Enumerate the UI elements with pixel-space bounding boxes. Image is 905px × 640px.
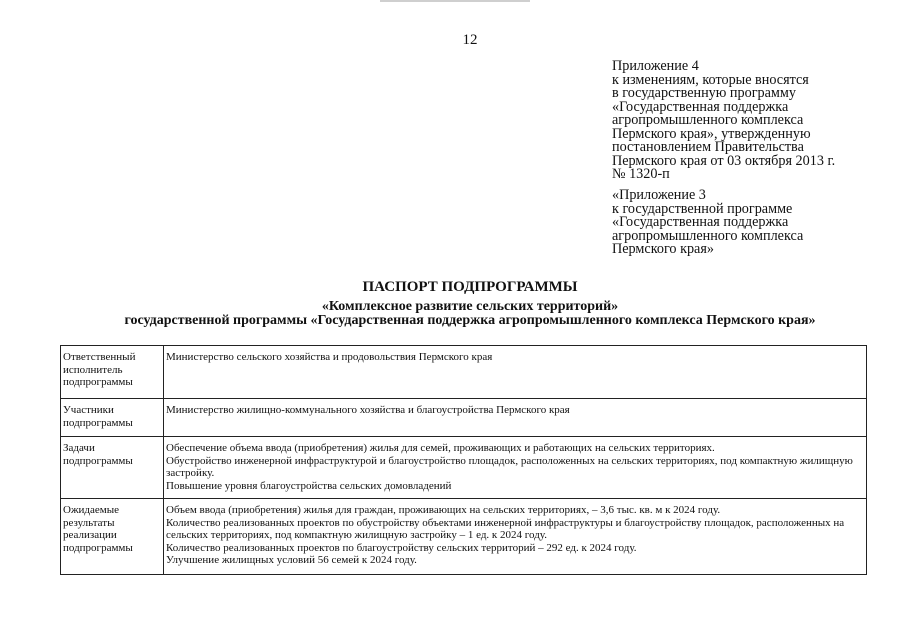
appendix-line: «Приложение 3 xyxy=(612,187,706,203)
appendix-line: Пермского края от 03 октября 2013 г. xyxy=(612,152,836,169)
row-label xyxy=(61,499,164,575)
label-line: подпрограммы xyxy=(63,376,133,388)
appendix-4-note xyxy=(612,60,835,182)
content-line: Министерство сельского хозяйства и продовольствия Пермского края xyxy=(166,351,493,363)
label-line: исполнитель xyxy=(63,363,123,376)
content-line: Повышение уровня благоустройства сельских домовладений xyxy=(166,479,452,492)
label-line: Ожидаемые xyxy=(63,504,120,516)
subprogram-name: «Комплексное развитие сельских территорий» xyxy=(321,299,619,314)
appendix-line: Пермского края», утвержденную xyxy=(612,125,811,142)
appendix-line: агропромышленного комплекса xyxy=(612,112,804,128)
content-line: Обустройство инженерной инфраструктурой и благоустройство площадок, расположенных на сельских территориях, под компактную жилищную застройку. xyxy=(166,454,853,479)
table-row xyxy=(61,346,867,399)
row-content xyxy=(164,437,867,499)
passport-table xyxy=(60,345,867,575)
table-row xyxy=(61,399,867,437)
appendix-line: «Государственная поддержка xyxy=(612,98,789,115)
program-name: государственной программы «Государственная поддержка агропромышленного комплекса Пермского края» xyxy=(124,313,816,328)
row-content xyxy=(164,399,867,437)
content-line: Количество реализованных проектов по обустройству объектами инженерной инфраструктуры и благоустройству площадок, расположенных на сельских территориях, под компактную жилищную застройку – 1 ед. к 2024 году. xyxy=(166,516,845,541)
appendix-line: Приложение 4 xyxy=(612,58,699,74)
label-line: подпрограммы xyxy=(63,454,133,467)
appendix-line: Пермского края» xyxy=(612,241,714,257)
label-line: реализации xyxy=(63,529,117,541)
content-line: Обеспечение объема ввода (приобретения) жилья для семей, проживающих и работающих на сельских территориях. xyxy=(166,442,715,454)
appendix-line: к изменениям, которые вносятся xyxy=(612,71,809,88)
appendix-line: «Государственная поддержка xyxy=(612,214,789,230)
content-line: Министерство жилищно-коммунального хозяйства и благоустройства Пермского края xyxy=(166,404,570,416)
table-row xyxy=(61,437,867,499)
top-edge-rule xyxy=(380,0,530,2)
page-number: 12 xyxy=(462,32,478,48)
table-row xyxy=(61,499,867,575)
label-line: Ответственный xyxy=(63,351,136,363)
content-line: Объем ввода (приобретения) жилья для граждан, проживающих на сельских территориях, – 3,6 тыс. кв. м к 2024 году. xyxy=(166,504,721,516)
appendix-3-note xyxy=(612,189,803,257)
label-line: подпрограммы xyxy=(63,416,133,429)
content-line: Улучшение жилищных условий 56 семей к 2024 году. xyxy=(166,554,417,566)
label-line: Участники xyxy=(63,404,114,416)
document-title: ПАСПОРТ ПОДПРОГРАММЫ xyxy=(362,279,578,295)
label-line: подпрограммы xyxy=(63,541,133,554)
content-line: Количество реализованных проектов по благоустройству сельских территорий – 292 ед. к 2024 году. xyxy=(166,541,637,554)
row-content xyxy=(164,346,867,399)
row-label xyxy=(61,399,164,437)
label-line: результаты xyxy=(63,516,115,529)
row-content xyxy=(164,499,867,575)
appendix-line: № 1320-п xyxy=(612,166,670,182)
appendix-line: агропромышленного комплекса xyxy=(612,227,804,244)
appendix-line: постановлением Правительства xyxy=(612,139,804,155)
row-label xyxy=(61,346,164,399)
appendix-line: в государственную программу xyxy=(612,85,796,101)
row-label xyxy=(61,437,164,499)
appendix-line: к государственной программе xyxy=(612,200,793,217)
label-line: Задачи xyxy=(63,442,95,454)
